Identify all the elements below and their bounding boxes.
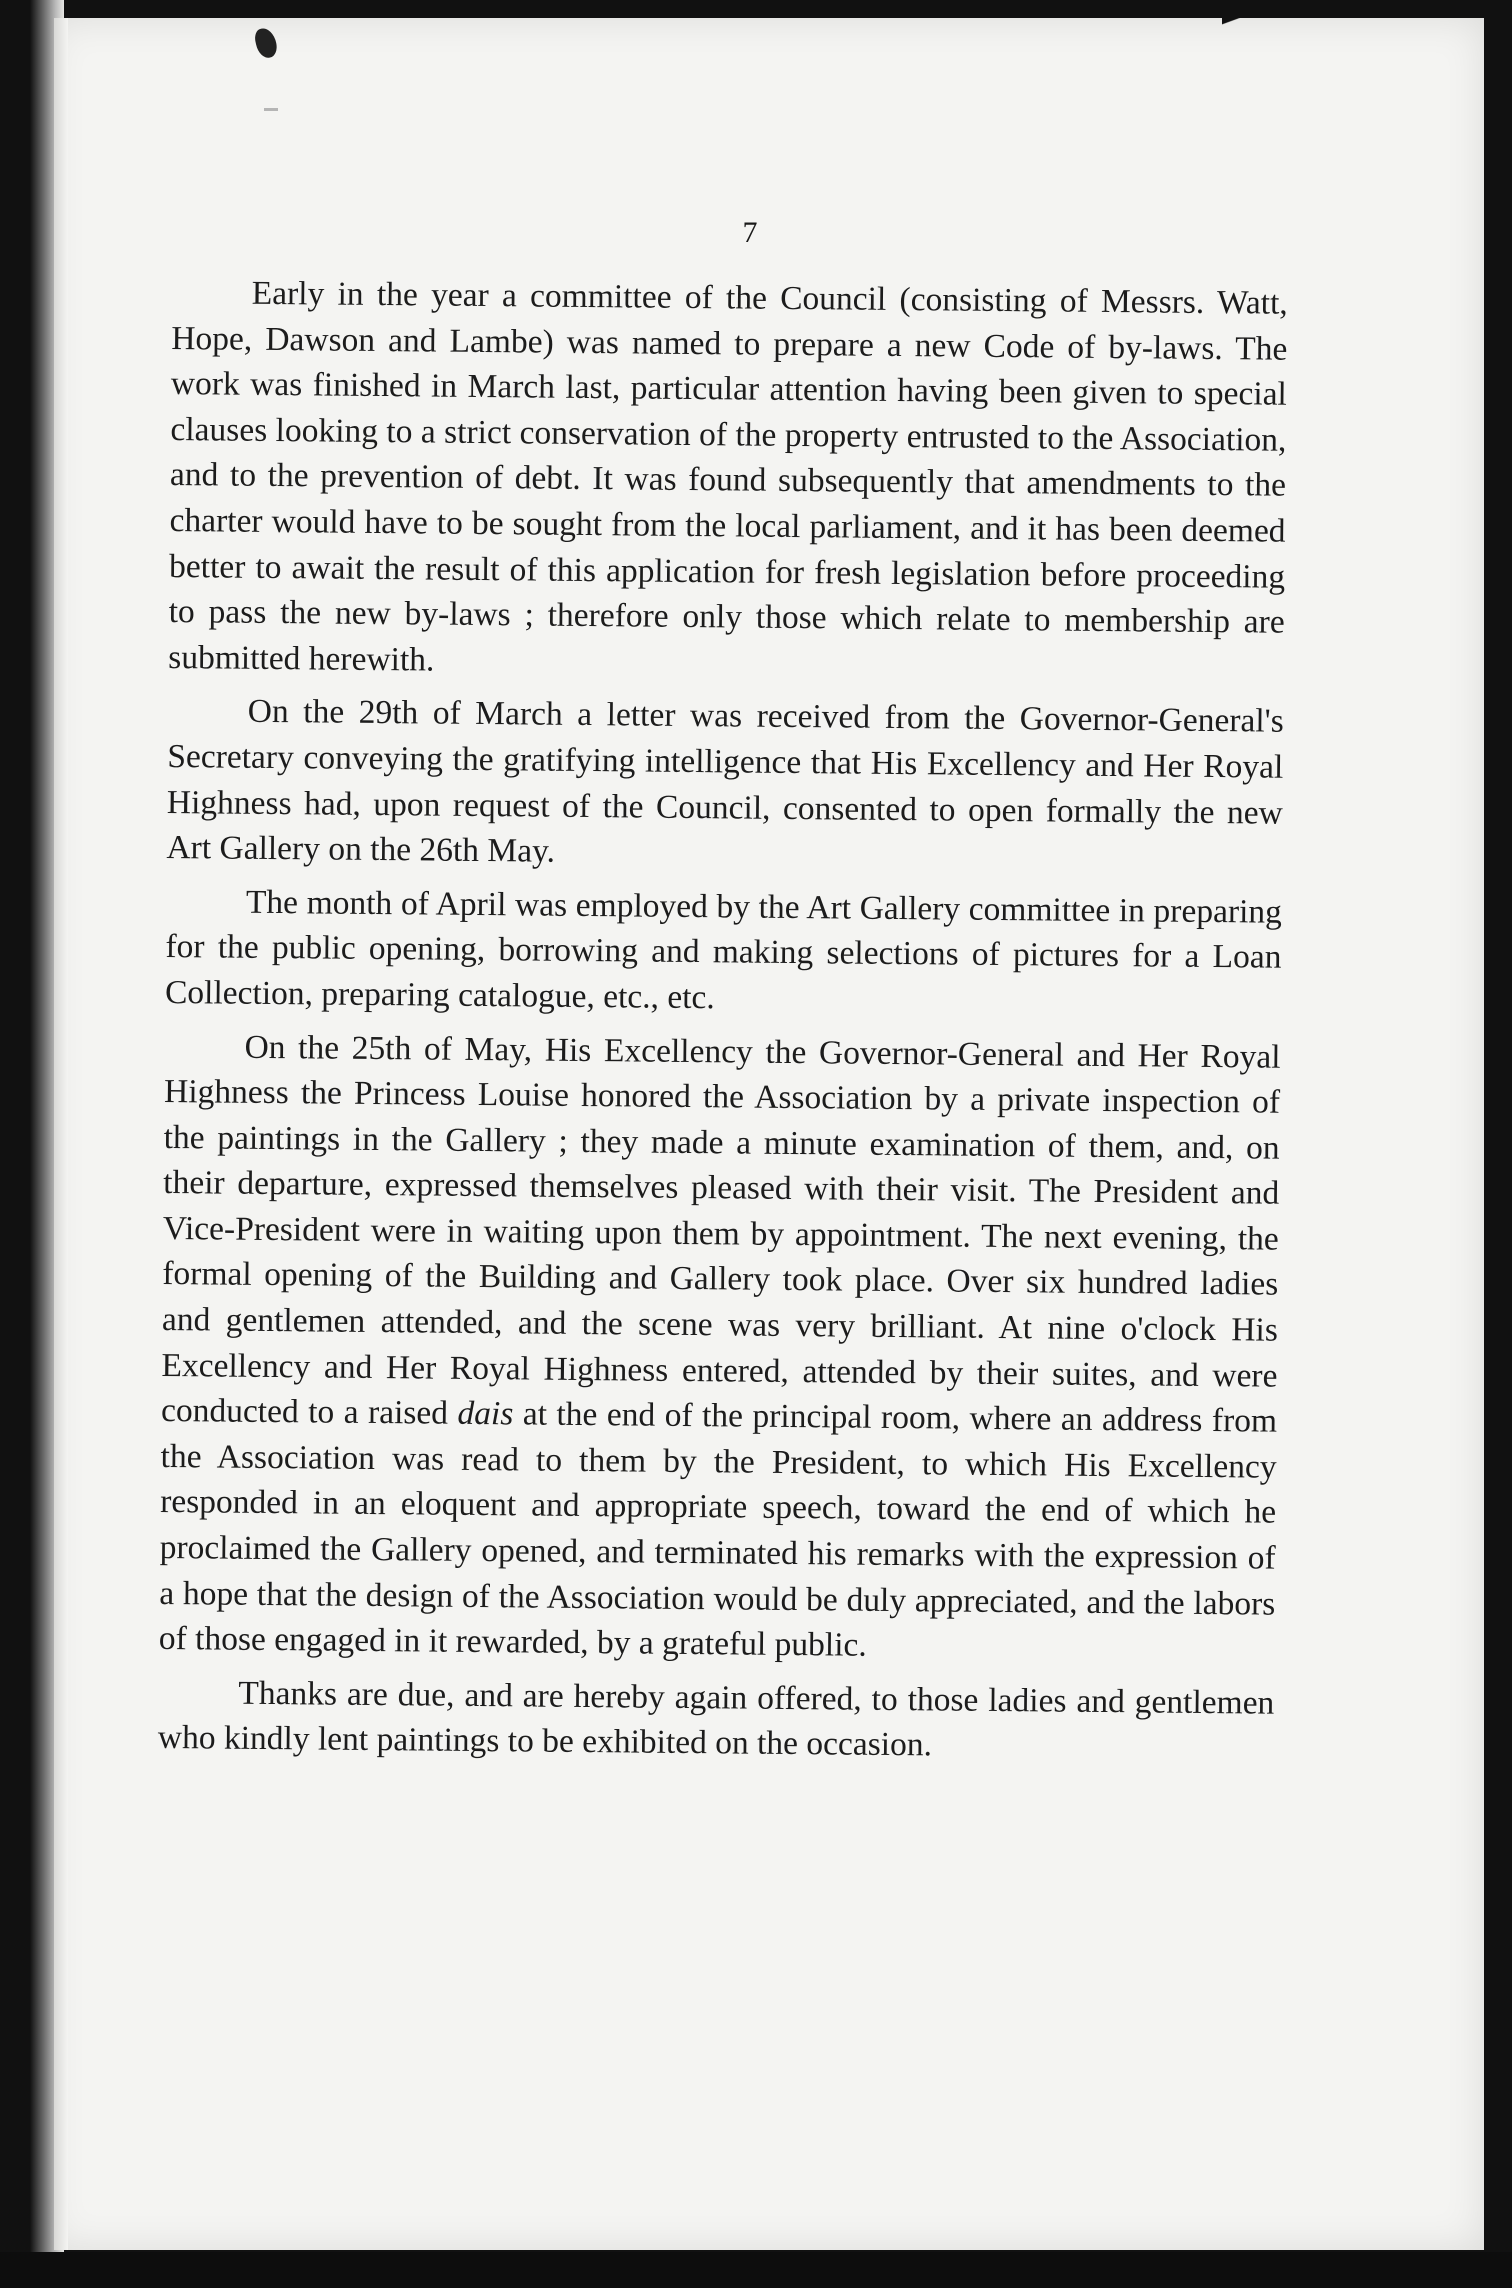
body-text — [158, 270, 1288, 1780]
page-number: 7 — [742, 216, 758, 249]
paragraph-bylaws: Early in the year a committee of the Council (consisting of Messrs. Watt, Hope, Dawson and Lambe) was named to prepare a new Code of by-laws. The work was finished in March last, particular attention having been given to special clauses looking to a strict conservation of the property entrusted to the Association, and to the prevention of debt. It was found subsequently that amendments to the charter would have to be sought from the local parliament, and it has been deemed better to await the result of this application for fresh legislation before proceeding to pass the new by-laws ; therefore only those which relate to membership are submitted herewith. — [168, 274, 1288, 679]
opening-text-after: at the end of the principal room, where an address from the Association was read to them by the President, to which His Excellency responded in an eloquent and appropriate speech, toward the end of which he proclaimed the Gallery opened, and terminated his remarks with the expression of a hope that the design of the Association would be duly appreciated, and the labors of those engaged in it rewarded, by a grateful public. — [158, 1395, 1278, 1664]
paragraph-governor-letter: On the 29th of March a letter was received from the Governor-General's Secretary conveying the gratifying intelligence that His Excellency and Her Royal Highness had, upon request of the Council, consented to open formally the new Art Gallery on the 26th May. — [166, 693, 1284, 870]
opening-text-before: On the 25th of May, His Excellency the Governor-General and Her Royal Highness the Princess Louise honored the Association by a private inspection of the paintings in the Gallery ; they made a minute examination of them, and, on their departure, expressed themselves pleased with their visit. The President and Vice-President were in waiting upon them by appointment. The next evening, the formal opening of the Building and Gallery took place. Over six hundred ladies and gentlemen attended, and the scene was very brilliant. At nine o'clock His Excellency and Her Royal Highness entered, attended by their suites, and were conducted to a raised — [160, 1028, 1281, 1433]
paragraph-april-preparations: The month of April was employed by the Art Gallery committee in preparing for the public opening, borrowing and making selections of pictures for a Loan Collection, preparing catalogue, etc., etc. — [164, 883, 1283, 1017]
pencil-dash-mark — [264, 108, 278, 111]
italic-word-dais: dais — [457, 1395, 514, 1433]
paragraph-thanks: Thanks are due, and are hereby again offered, to those ladies and gentlemen who kindly lent paintings to be exhibited on the occasion. — [157, 1674, 1275, 1764]
scan-bottom-edge — [0, 2252, 1512, 2288]
paragraph-formal-opening — [159, 1023, 1281, 1672]
torn-corner — [1222, 0, 1282, 26]
page-inner-margin — [54, 18, 68, 2250]
